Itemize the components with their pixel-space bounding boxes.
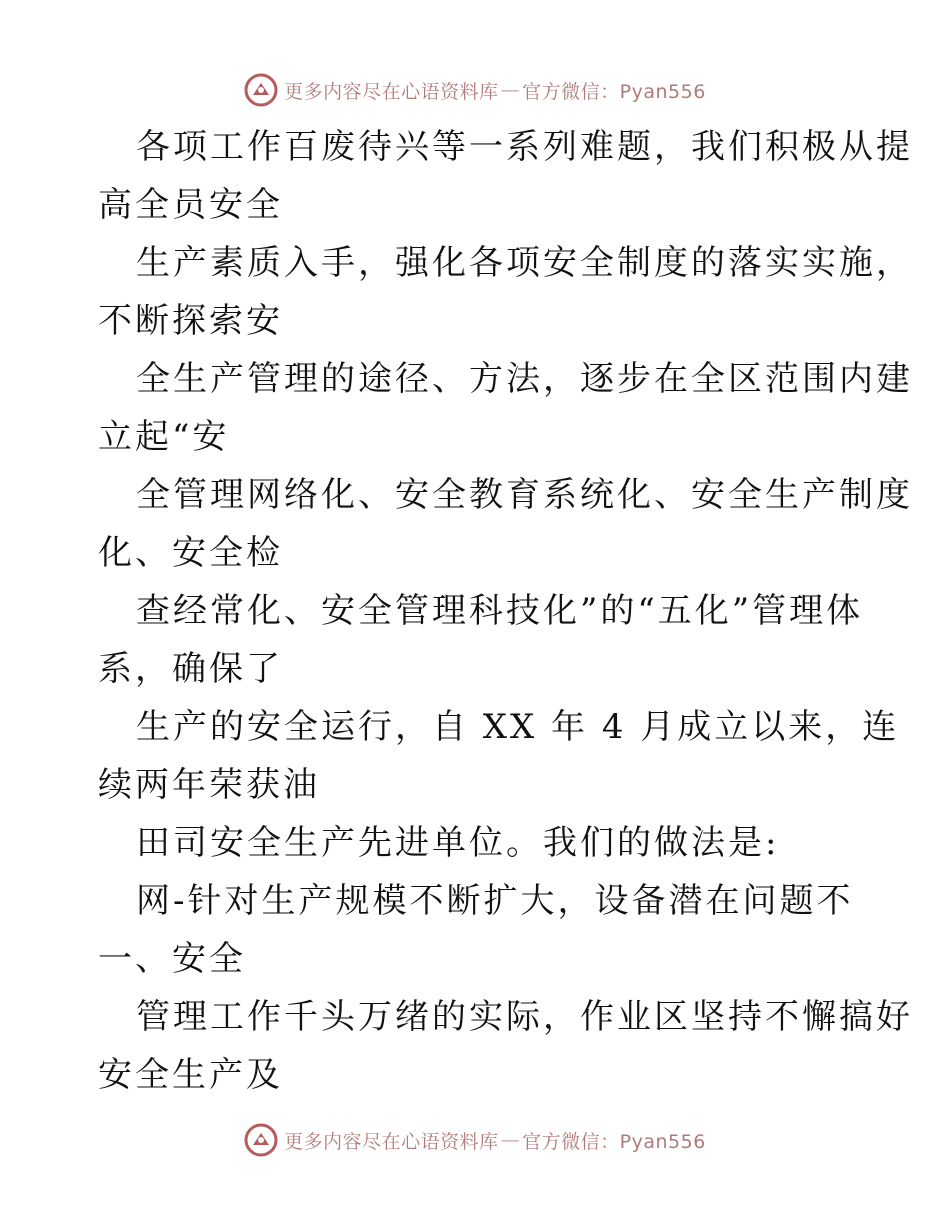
footer-wechat: 官方微信：Pyan556	[522, 1130, 706, 1153]
body-line: 全管理网络化、安全教育系统化、安全生产制度	[136, 475, 913, 515]
footer-watermark	[0, 1120, 950, 1160]
footer-separator: —	[500, 1129, 521, 1151]
body-line: 一、安全	[98, 939, 246, 979]
book-logo-icon	[244, 1123, 278, 1157]
body-line: 生产素质入手，强化各项安全制度的落实实施，	[136, 243, 913, 283]
header-separator: —	[500, 79, 521, 101]
body-line: 安全生产及	[98, 1055, 283, 1095]
body-line: 不断探索安	[98, 301, 283, 341]
header-watermark	[0, 70, 950, 110]
body-line: 立起“安	[98, 417, 230, 457]
body-line: 全生产管理的途径、方法，逐步在全区范围内建	[136, 359, 913, 399]
header-brand: 更多内容尽在心语资料库	[284, 80, 499, 103]
footer-brand: 更多内容尽在心语资料库	[284, 1130, 499, 1153]
body-line: 网-针对生产规模不断扩大，设备潜在问题不	[136, 881, 854, 921]
header-wechat: 官方微信：Pyan556	[522, 80, 706, 103]
body-line: 管理工作千头万绪的实际，作业区坚持不懈搞好	[136, 997, 913, 1037]
body-line: 田司安全生产先进单位。我们的做法是:	[136, 823, 780, 863]
body-line: 各项工作百废待兴等一系列难题，我们积极从提	[136, 127, 913, 167]
body-line: 续两年荣获油	[98, 765, 320, 805]
document-body	[98, 118, 913, 1104]
body-line: 高全员安全	[98, 185, 283, 225]
body-line: 化、安全检	[98, 533, 283, 573]
book-logo-icon	[244, 73, 278, 107]
body-line: 系，确保了	[98, 649, 283, 689]
body-line: 生产的安全运行，自 XX 年 4 月成立以来，连	[136, 707, 900, 747]
body-line: 查经常化、安全管理科技化”的“五化”管理体	[136, 591, 864, 631]
